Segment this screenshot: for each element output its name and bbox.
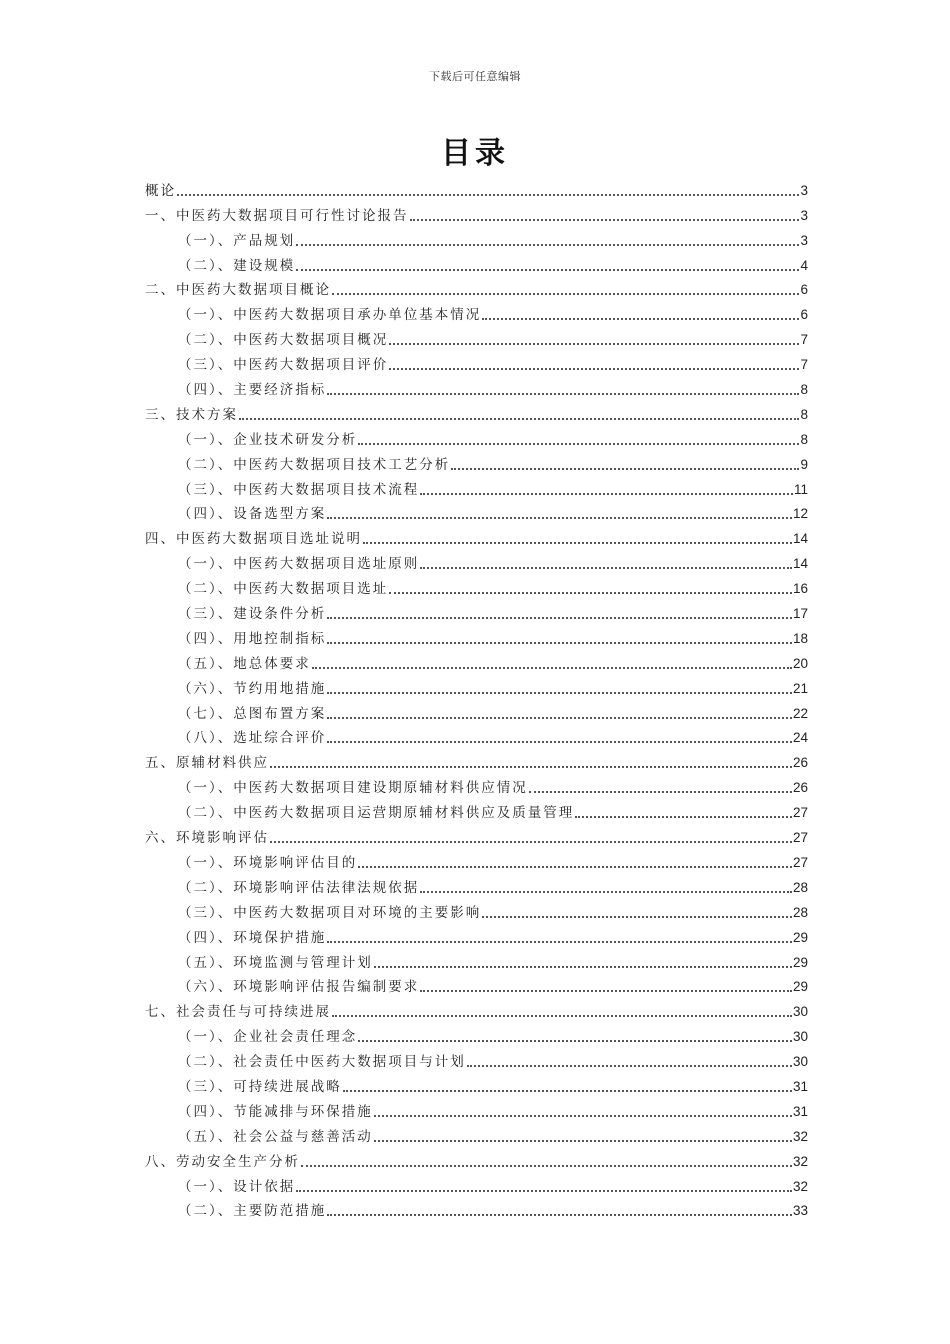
toc-dot-leader — [363, 542, 792, 544]
toc-entry-label: （六）、环境影响评估报告编制要求 — [178, 979, 420, 996]
toc-dot-leader — [270, 841, 792, 843]
toc-dot-leader — [332, 293, 799, 295]
toc-subentry[interactable] — [145, 972, 808, 997]
toc-dot-leader — [358, 443, 799, 445]
toc-page-number: 26 — [792, 780, 808, 796]
toc-entry-label: 一、中医药大数据项目可行性讨论报告 — [145, 207, 409, 224]
toc-subentry[interactable] — [145, 324, 808, 349]
toc-page-number: 21 — [792, 680, 808, 696]
toc-subentry[interactable] — [145, 598, 808, 623]
toc-entry-label: （四）、设备选型方案 — [178, 506, 327, 523]
toc-dot-leader — [575, 816, 792, 818]
toc-page-number: 9 — [800, 456, 808, 472]
toc-subentry[interactable] — [145, 648, 808, 673]
toc-subentry[interactable] — [145, 548, 808, 573]
toc-dot-leader — [451, 468, 799, 470]
toc-dot-leader — [389, 368, 799, 370]
toc-page-number: 30 — [792, 1029, 808, 1045]
toc-dot-leader — [296, 244, 799, 246]
toc-subentry[interactable] — [145, 1021, 808, 1046]
toc-entry[interactable] — [145, 399, 808, 424]
toc-dot-leader — [467, 1065, 792, 1067]
toc-dot-leader — [327, 642, 792, 644]
toc-subentry[interactable] — [145, 847, 808, 872]
toc-dot-leader — [327, 517, 792, 519]
toc-dot-leader — [529, 791, 792, 793]
toc-page-number: 8 — [800, 431, 808, 447]
toc-page-number: 31 — [792, 1078, 808, 1094]
toc-entry-label: （四）、用地控制指标 — [178, 630, 327, 647]
toc-dot-leader — [358, 866, 792, 868]
toc-entry-label: （一）、企业社会责任理念 — [178, 1029, 358, 1046]
toc-entry-label: （三）、中医药大数据项目技术流程 — [178, 481, 420, 498]
toc-entry-label: （一）、中医药大数据项目建设期原辅材料供应情况 — [178, 780, 528, 797]
toc-subentry[interactable] — [145, 424, 808, 449]
toc-entry-label: （三）、可持续进展战略 — [178, 1078, 342, 1095]
toc-page-number: 27 — [792, 830, 808, 846]
toc-entry-label: （一）、中医药大数据项目承办单位基本情况 — [178, 307, 482, 324]
toc-subentry[interactable] — [145, 299, 808, 324]
toc-page-number: 17 — [792, 606, 808, 622]
toc-entry-label: 二、中医药大数据项目概论 — [145, 282, 331, 299]
toc-entry-label: 七、社会责任与可持续进展 — [145, 1004, 331, 1021]
toc-entry[interactable] — [145, 747, 808, 772]
toc-subentry[interactable] — [145, 1196, 808, 1221]
toc-entry-label: （一）、企业技术研发分析 — [178, 431, 358, 448]
toc-dot-leader — [327, 941, 792, 943]
toc-page-number: 3 — [800, 232, 808, 248]
toc-dot-leader — [374, 1140, 792, 1142]
toc-dot-leader — [332, 1015, 792, 1017]
toc-dot-leader — [327, 1214, 792, 1216]
toc-dot-leader — [374, 966, 792, 968]
toc-entry-label: 概论 — [145, 182, 176, 199]
toc-subentry[interactable] — [145, 723, 808, 748]
toc-page-number: 6 — [800, 282, 808, 298]
toc-dot-leader — [327, 692, 792, 694]
toc-subentry[interactable] — [145, 1046, 808, 1071]
toc-page-number: 11 — [793, 481, 808, 497]
toc-entry-label: （二）、中医药大数据项目选址 — [178, 581, 389, 598]
toc-page-number: 30 — [792, 1054, 808, 1070]
toc-dot-leader — [389, 343, 799, 345]
toc-subentry[interactable] — [145, 797, 808, 822]
toc-subentry[interactable] — [145, 474, 808, 499]
toc-subentry[interactable] — [145, 922, 808, 947]
toc-entry-label: 三、技术方案 — [145, 406, 238, 423]
toc-page-number: 33 — [792, 1203, 808, 1219]
toc-entry-label: （二）、环境影响评估法律法规依据 — [178, 879, 420, 896]
toc-dot-leader — [420, 567, 792, 569]
toc-entry-label: 五、原辅材料供应 — [145, 755, 269, 772]
toc-dot-leader — [327, 617, 792, 619]
toc-entry-label: （三）、中医药大数据项目评价 — [178, 357, 389, 374]
toc-page-number: 22 — [792, 705, 808, 721]
toc-entry-label: （一）、环境影响评估目的 — [178, 854, 358, 871]
toc-entry-label: （四）、节能减排与环保措施 — [178, 1103, 373, 1120]
toc-subentry[interactable] — [145, 250, 808, 275]
toc-page-number: 26 — [792, 755, 808, 771]
toc-dot-leader — [482, 916, 792, 918]
toc-dot-leader — [374, 1115, 792, 1117]
toc-page-number: 12 — [792, 506, 808, 522]
toc-page-number: 4 — [800, 257, 808, 273]
toc-page-number: 8 — [800, 382, 808, 398]
toc-page-number: 7 — [800, 332, 808, 348]
toc-dot-leader — [358, 1040, 792, 1042]
toc-page-number: 24 — [792, 730, 808, 746]
toc-dot-leader — [239, 418, 799, 420]
toc-page-number: 32 — [792, 1128, 808, 1144]
toc-dot-leader — [296, 269, 799, 271]
toc-dot-leader — [482, 318, 799, 320]
toc-dot-leader — [312, 667, 792, 669]
toc-entry[interactable] — [145, 175, 808, 200]
toc-page-number: 32 — [792, 1153, 808, 1169]
toc-page-number: 30 — [792, 1004, 808, 1020]
toc-subentry[interactable] — [145, 449, 808, 474]
toc-entry-label: （二）、中医药大数据项目运营期原辅材料供应及质量管理 — [178, 805, 575, 822]
toc-dot-leader — [327, 741, 792, 743]
toc-entry-label: （二）、中医药大数据项目技术工艺分析 — [178, 456, 451, 473]
toc-entry-label: （五）、地总体要求 — [178, 655, 311, 672]
toc-entry-label: （二）、主要防范措施 — [178, 1203, 327, 1220]
toc-entry-label: （五）、社会公益与慈善活动 — [178, 1128, 373, 1145]
toc-page-number: 8 — [800, 406, 808, 422]
toc-entry-label: （七）、总图布置方案 — [178, 705, 327, 722]
toc-entry-label: （六）、节约用地措施 — [178, 680, 327, 697]
toc-subentry[interactable] — [145, 772, 808, 797]
toc-page-number: 29 — [792, 929, 808, 945]
toc-page-number: 14 — [792, 556, 808, 572]
toc-dot-leader — [327, 717, 792, 719]
toc-subentry[interactable] — [145, 1121, 808, 1146]
toc-subentry[interactable] — [145, 673, 808, 698]
toc-dot-leader — [177, 194, 799, 196]
toc-dot-leader — [301, 1165, 792, 1167]
toc-subentry[interactable] — [145, 349, 808, 374]
toc-dot-leader — [389, 592, 792, 594]
toc-subentry[interactable] — [145, 1096, 808, 1121]
toc-page-number: 27 — [792, 854, 808, 870]
toc-subentry[interactable] — [145, 698, 808, 723]
toc-entry-label: （五）、环境监测与管理计划 — [178, 954, 373, 971]
toc-dot-leader — [270, 766, 792, 768]
toc-entry[interactable] — [145, 822, 808, 847]
toc-page-number: 27 — [792, 805, 808, 821]
toc-page-number: 29 — [792, 979, 808, 995]
toc-entry-label: 四、中医药大数据项目选址说明 — [145, 531, 362, 548]
toc-subentry[interactable] — [145, 225, 808, 250]
toc-entry-label: （三）、中医药大数据项目对环境的主要影响 — [178, 904, 482, 921]
toc-page-number: 28 — [792, 879, 808, 895]
toc-entry[interactable] — [145, 523, 808, 548]
toc-page-number: 31 — [792, 1103, 808, 1119]
toc-page-number: 6 — [800, 307, 808, 323]
toc-entry[interactable] — [145, 275, 808, 300]
toc-subentry[interactable] — [145, 623, 808, 648]
toc-subentry[interactable] — [145, 573, 808, 598]
toc-page-number: 32 — [792, 1178, 808, 1194]
toc-entry-label: （四）、环境保护措施 — [178, 929, 327, 946]
toc-page-number: 7 — [800, 357, 808, 373]
toc-dot-leader — [420, 891, 792, 893]
toc-entry-label: （一）、产品规划 — [178, 232, 296, 249]
toc-subentry[interactable] — [145, 1171, 808, 1196]
toc-dot-leader — [420, 990, 792, 992]
table-of-contents — [145, 175, 808, 1220]
toc-subentry[interactable] — [145, 1071, 808, 1096]
toc-entry-label: （一）、中医药大数据项目选址原则 — [178, 556, 420, 573]
toc-entry[interactable] — [145, 996, 808, 1021]
toc-page-number: 14 — [792, 531, 808, 547]
toc-subentry[interactable] — [145, 897, 808, 922]
toc-entry-label: （二）、社会责任中医药大数据项目与计划 — [178, 1054, 466, 1071]
toc-entry-label: （四）、主要经济指标 — [178, 382, 327, 399]
toc-entry-label: （二）、建设规模 — [178, 257, 296, 274]
toc-subentry[interactable] — [145, 872, 808, 897]
toc-entry[interactable] — [145, 200, 808, 225]
toc-entry-label: （二）、中医药大数据项目概况 — [178, 332, 389, 349]
toc-page-number: 16 — [792, 581, 808, 597]
header-note: 下载后可任意编辑 — [429, 70, 521, 83]
toc-page-number: 3 — [800, 182, 808, 198]
toc-dot-leader — [296, 1190, 792, 1192]
toc-entry-label: （三）、建设条件分析 — [178, 606, 327, 623]
page-title: 目录 — [441, 136, 509, 171]
toc-entry-label: （一）、设计依据 — [178, 1178, 296, 1195]
toc-page-number: 18 — [792, 630, 808, 646]
toc-dot-leader — [410, 219, 800, 221]
toc-dot-leader — [420, 493, 793, 495]
toc-subentry[interactable] — [145, 947, 808, 972]
toc-entry-label: （八）、选址综合评价 — [178, 730, 327, 747]
toc-entry[interactable] — [145, 1146, 808, 1171]
toc-entry-label: 八、劳动安全生产分析 — [145, 1153, 300, 1170]
toc-entry-label: 六、环境影响评估 — [145, 830, 269, 847]
toc-subentry[interactable] — [145, 374, 808, 399]
toc-dot-leader — [327, 393, 799, 395]
toc-subentry[interactable] — [145, 499, 808, 524]
toc-page-number: 28 — [792, 904, 808, 920]
toc-page-number: 29 — [792, 954, 808, 970]
toc-page-number: 3 — [800, 207, 808, 223]
toc-page-number: 20 — [792, 655, 808, 671]
toc-dot-leader — [343, 1090, 792, 1092]
